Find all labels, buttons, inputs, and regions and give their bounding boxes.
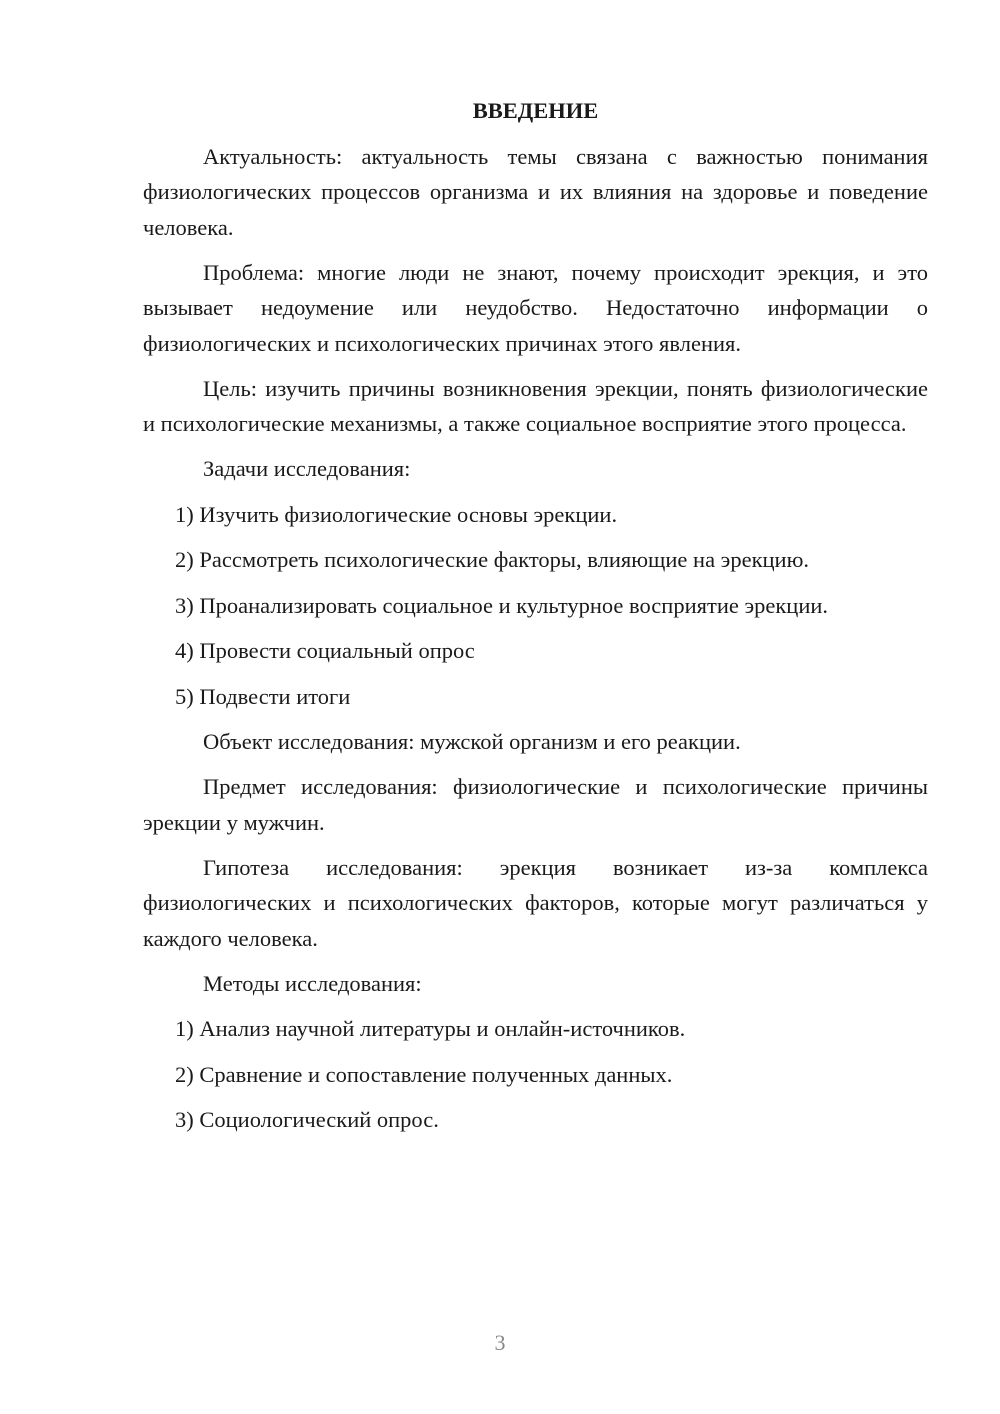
tasks-label: Задачи исследования:: [203, 456, 411, 481]
object-paragraph: Объект исследования: мужской организм и его реакции.: [203, 729, 741, 754]
task-item: 1) Изучить физиологические основы эрекции.: [175, 501, 618, 527]
hypothesis-paragraph: Гипотеза исследования: эрекция возникает из-за комплекса физиологических и психологических факторов, которые могут различаться у каждого человека.: [143, 854, 928, 951]
task-item: 3) Проанализировать социальное и культурное восприятие эрекции.: [175, 592, 829, 618]
method-item: 3) Социологический опрос.: [175, 1107, 439, 1132]
method-item: 2) Сравнение и сопоставление полученных данных.: [175, 1061, 673, 1087]
goal-paragraph: Цель: изучить причины возникновения эрекции, понять физиологические и психологические механизмы, а также социальное восприятие этого процесса.: [143, 375, 928, 436]
relevance-paragraph: Актуальность: актуальность темы связана с важностью понимания физиологических процессов организма и их влияния на здоровье и поведение человека.: [143, 143, 928, 240]
page-content: [143, 93, 928, 1148]
page-number: 3: [494, 1330, 506, 1355]
subject-paragraph: Предмет исследования: физиологические и психологические причины эрекции у мужчин.: [143, 774, 928, 835]
methods-label: Методы исследования:: [203, 970, 422, 996]
method-item: 1) Анализ научной литературы и онлайн-источников.: [175, 1016, 686, 1041]
section-heading: ВВЕДЕНИЕ: [472, 98, 599, 123]
problem-paragraph: Проблема: многие люди не знают, почему происходит эрекция, и это вызывает недоумение или неудобство. Недостаточно информации о физиологических и психологических причинах этого явления.: [143, 259, 928, 356]
task-item: 4) Провести социальный опрос: [175, 638, 475, 663]
task-item: 2) Рассмотреть психологические факторы, влияющие на эрекцию.: [175, 547, 810, 572]
task-item: 5) Подвести итоги: [175, 683, 351, 709]
